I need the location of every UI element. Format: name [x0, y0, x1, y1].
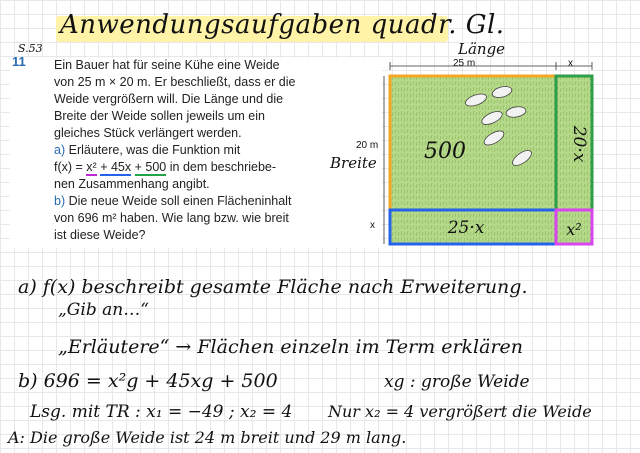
part-b-line-2: von 696 m² haben. Wie lang bzw. wie breit — [54, 211, 289, 225]
solution-line-b-note: xg : große Weide — [384, 372, 530, 392]
part-b-label: b) — [54, 194, 66, 208]
pasture-diagram — [376, 62, 596, 252]
area-bottom-label: 25·x — [447, 218, 485, 238]
area-main-label: 500 — [424, 139, 466, 164]
part-a-text: Erläutere, was die Funktion mit — [68, 143, 241, 157]
part-a-line-2-rest: in dem beschriebe- — [166, 160, 277, 174]
task-line-3: Weide vergrößern will. Die Länge und die — [54, 92, 284, 106]
task-line-4: Breite der Weide sollen jeweils um ein — [54, 109, 265, 123]
task-line-2: von 25 m × 20 m. Er beschließt, dass er die — [54, 75, 296, 89]
label-x-left: x — [370, 220, 375, 231]
formula-x2: x² — [86, 160, 97, 174]
label-laenge: Länge — [458, 40, 506, 58]
label-x-top: x — [568, 58, 573, 69]
part-a-label: a) — [54, 143, 66, 157]
solution-line-nur: Nur x₂ = 4 vergrößert die Weide — [328, 402, 592, 421]
task-line-5: gleiches Stück verlängert werden. — [54, 126, 242, 140]
area-corner-label: x² — [566, 220, 582, 239]
solution-line-erlaeutere: „Erläutere“ → Flächen einzeln im Term erklären — [58, 336, 524, 358]
formula-45x: + 45x — [100, 160, 132, 174]
task-line-1: Ein Bauer hat für seine Kühe eine Weide — [54, 58, 280, 72]
task-number: 11 — [12, 54, 26, 69]
area-right-label: 20·x — [569, 125, 589, 163]
solution-line-answer: A: Die große Weide ist 24 m breit und 29 m lang. — [8, 428, 407, 447]
part-a-line-2 — [54, 160, 276, 174]
part-a-line-3: nen Zusammenhang angibt. — [54, 177, 210, 191]
part-b-line-1 — [54, 194, 291, 208]
label-breite: Breite — [330, 154, 377, 172]
solution-line-b: b) 696 = x²g + 45xg + 500 — [18, 370, 278, 392]
solution-line-a: a) f(x) beschreibt gesamte Fläche nach Erweiterung. — [18, 276, 528, 298]
part-b-text: Die neue Weide soll einen Flächeninhalt — [68, 194, 292, 208]
solution-line-a2: „Gib an…“ — [58, 300, 149, 320]
solution-line-lsg: Lsg. mit TR : x₁ = −49 ; x₂ = 4 — [30, 402, 293, 422]
label-20m: 20 m — [356, 140, 379, 151]
page-reference: S.53 — [18, 42, 43, 55]
label-25m: 25 m — [453, 58, 476, 69]
part-b-line-3: ist diese Weide? — [54, 228, 146, 242]
part-a-line-1 — [54, 143, 240, 157]
formula-prefix: f(x) = — [54, 160, 87, 174]
page-title: Anwendungsaufgaben quadr. Gl. — [60, 10, 505, 40]
formula-500: + 500 — [134, 160, 167, 174]
